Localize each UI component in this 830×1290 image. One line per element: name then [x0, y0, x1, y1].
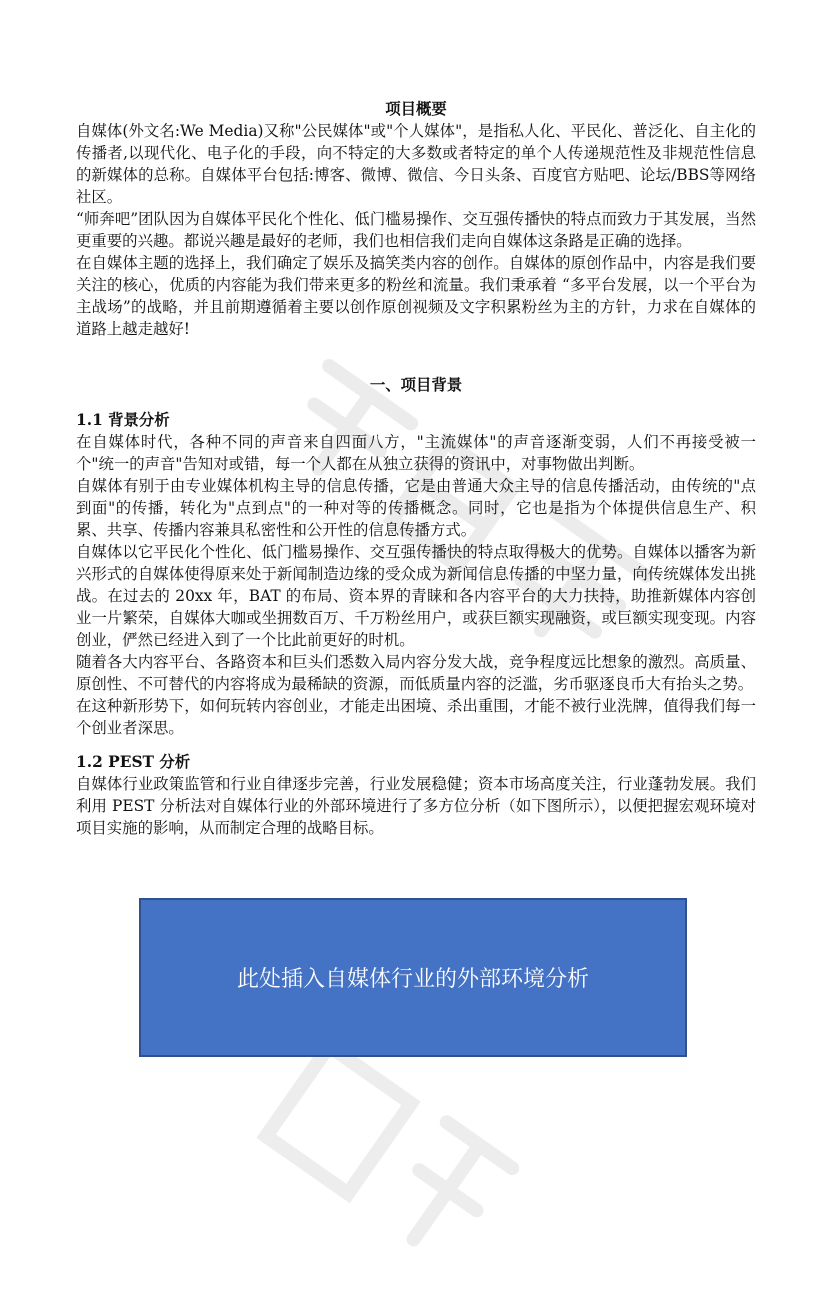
overview-paragraph: “师奔吧”团队因为自媒体平民化个性化、低门槛易操作、交互强传播快的特点而致力于其发展，当然更重要的兴趣。都说兴趣是最好的老师，我们也相信我们走向自媒体这条路是正确的选择。: [76, 210, 756, 250]
overview-paragraph: 自媒体(外文名:We Media)又称"公民媒体"或"个人媒体"，是指私人化、平民化、普泛化、自主化的传播者,以现代化、电子化的手段，向不特定的大多数或者特定的单个人传递规范性及非规范性信息的新媒体的总称。自媒体平台包括:博客、微博、微信、今日头条、百度官方贴吧、论坛/BBS等网络社区。: [76, 122, 756, 206]
pest-paragraph: 自媒体行业政策监管和行业自律逐步完善，行业发展稳健；资本市场高度关注，行业蓬勃发展。我们利用 PEST 分析法对自媒体行业的外部环境进行了多方位分析（如下图所示），以便把握宏观环境对项目实施的影响，从而制定合理的战略目标。: [76, 775, 756, 837]
section-title: 一、项目背景: [369, 376, 463, 394]
background-paragraph: 在自媒体时代，各种不同的声音来自四面八方，"主流媒体"的声音逐渐变弱，人们不再接受被一个"统一的声音"告知对或错，每一个人都在从独立获得的资讯中，对事物做出判断。: [76, 433, 756, 473]
overview-title: 项目概要: [385, 100, 447, 118]
background-paragraph: 自媒体有别于由专业媒体机构主导的信息传播，它是由普通大众主导的信息传播活动，由传统的"点到面"的传播，转化为"点到点"的一种对等的传播概念。同时，它也是指为个体提供信息生产、积累、共享、传播内容兼具私密性和公开性的信息传播方式。: [76, 477, 756, 539]
subsection-title-pest: 1.2 PEST 分析: [76, 753, 191, 771]
subsection-title-background: 1.1 背景分析: [76, 411, 170, 429]
figure-placeholder-box[interactable]: [139, 898, 687, 1057]
document-body: [76, 98, 756, 839]
background-paragraph: 在这种新形势下，如何玩转内容创业，才能走出困境、杀出重围，才能不被行业洗牌，值得我们每一个创业者深思。: [76, 697, 756, 737]
figure-placeholder-text: 此处插入自媒体行业的外部环境分析: [236, 967, 589, 992]
background-paragraph: 自媒体以它平民化个性化、低门槛易操作、交互强传播快的特点取得极大的优势。自媒体以播客为新兴形式的自媒体使得原来处于新闻制造边缘的受众成为新闻信息传播的中坚力量，向传统媒体发出挑战。在过去的 20xx 年，BAT 的布局、资本界的青睐和各内容平台的大力扶持，助推新媒体内容创业一片繁荣，自媒体大咖或坐拥数百万、千万粉丝用户，或获巨额实现融资，或巨额实现变现。内容创业，俨然已经进入到了一个比此前更好的时机。: [76, 543, 756, 649]
overview-paragraph: 在自媒体主题的选择上，我们确定了娱乐及搞笑类内容的创作。自媒体的原创作品中，内容是我们要关注的核心，优质的内容能为我们带来更多的粉丝和流量。我们秉承着 “多平台发展，以一个平台为主战场”的战略，并且前期遵循着主要以创作原创视频及文字积累粉丝为主的方针，力求在自媒体的道路上越走越好!: [76, 254, 756, 338]
background-paragraph: 随着各大内容平台、各路资本和巨头们悉数入局内容分发大战，竞争程度远比想象的激烈。高质量、原创性、不可替代的内容将成为最稀缺的资源，而低质量内容的泛滥，劣币驱逐良币大有抬头之势。: [76, 653, 756, 693]
